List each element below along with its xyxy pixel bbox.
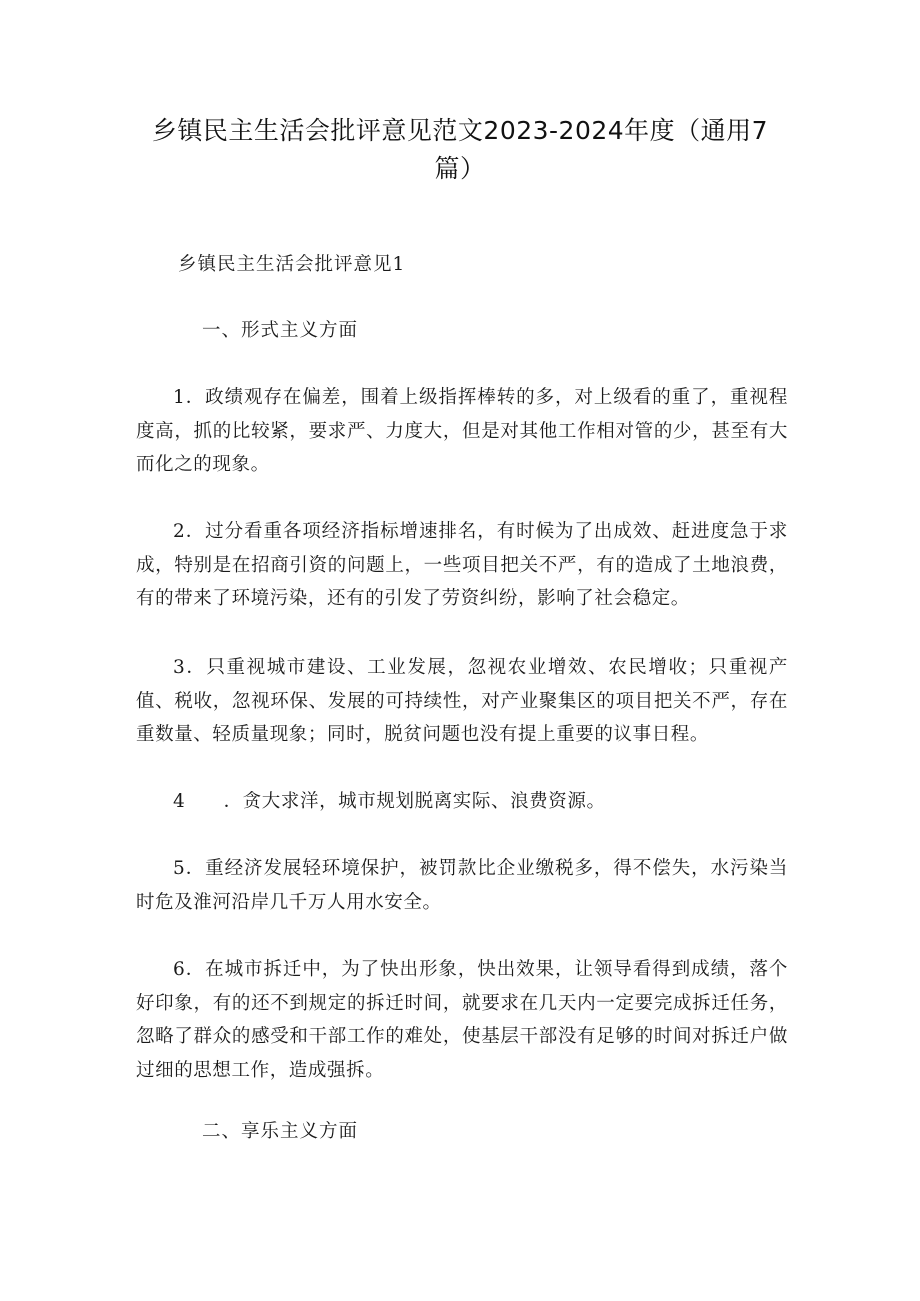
- paragraph-5: 5．重经济发展轻环境保护，被罚款比企业缴税多，得不偿失，水污染当时危及淮河沿岸几千万人用水安全。: [136, 858, 788, 913]
- document-subtitle: 乡镇民主生活会批评意见1: [178, 254, 406, 275]
- paragraph-3: 3．只重视城市建设、工业发展，忽视农业增效、农民增收；只重视产值、税收，忽视环保、发展的可持续性，对产业聚集区的项目把关不严，存在重数量、轻质量现象；同时，脱贫问题也没有提上重要的议事日程。: [136, 657, 788, 745]
- paragraph-6: 6．在城市拆迁中，为了快出形象，快出效果，让领导看得到成绩，落个好印象，有的还不到规定的拆迁时间，就要求在几天内一定要完成拆迁任务，忽略了群众的感受和干部工作的难处，使基层干部没有足够的时间对拆迁户做过细的思想工作，造成强拆。: [136, 959, 788, 1081]
- section-heading-formalism: 一、形式主义方面: [202, 320, 359, 341]
- document-title: 乡镇民主生活会批评意见范文2023-2024年度（通用7篇）: [151, 116, 769, 183]
- paragraph-2: 2．过分看重各项经济指标增速排名，有时候为了出成效、赶进度急于求成，特别是在招商引资的问题上，一些项目把关不严，有的造成了土地浪费，有的带来了环境污染，还有的引发了劳资纠纷，影响了社会稳定。: [136, 521, 788, 609]
- paragraph-4: 4 ．贪大求洋，城市规划脱离实际、浪费资源。: [173, 791, 606, 812]
- paragraph-1: 1．政绩观存在偏差，围着上级指挥棒转的多，对上级看的重了，重视程度高，抓的比较紧，要求严、力度大，但是对其他工作相对管的少，甚至有大而化之的现象。: [136, 387, 788, 475]
- section-heading-hedonism: 二、享乐主义方面: [202, 1121, 359, 1142]
